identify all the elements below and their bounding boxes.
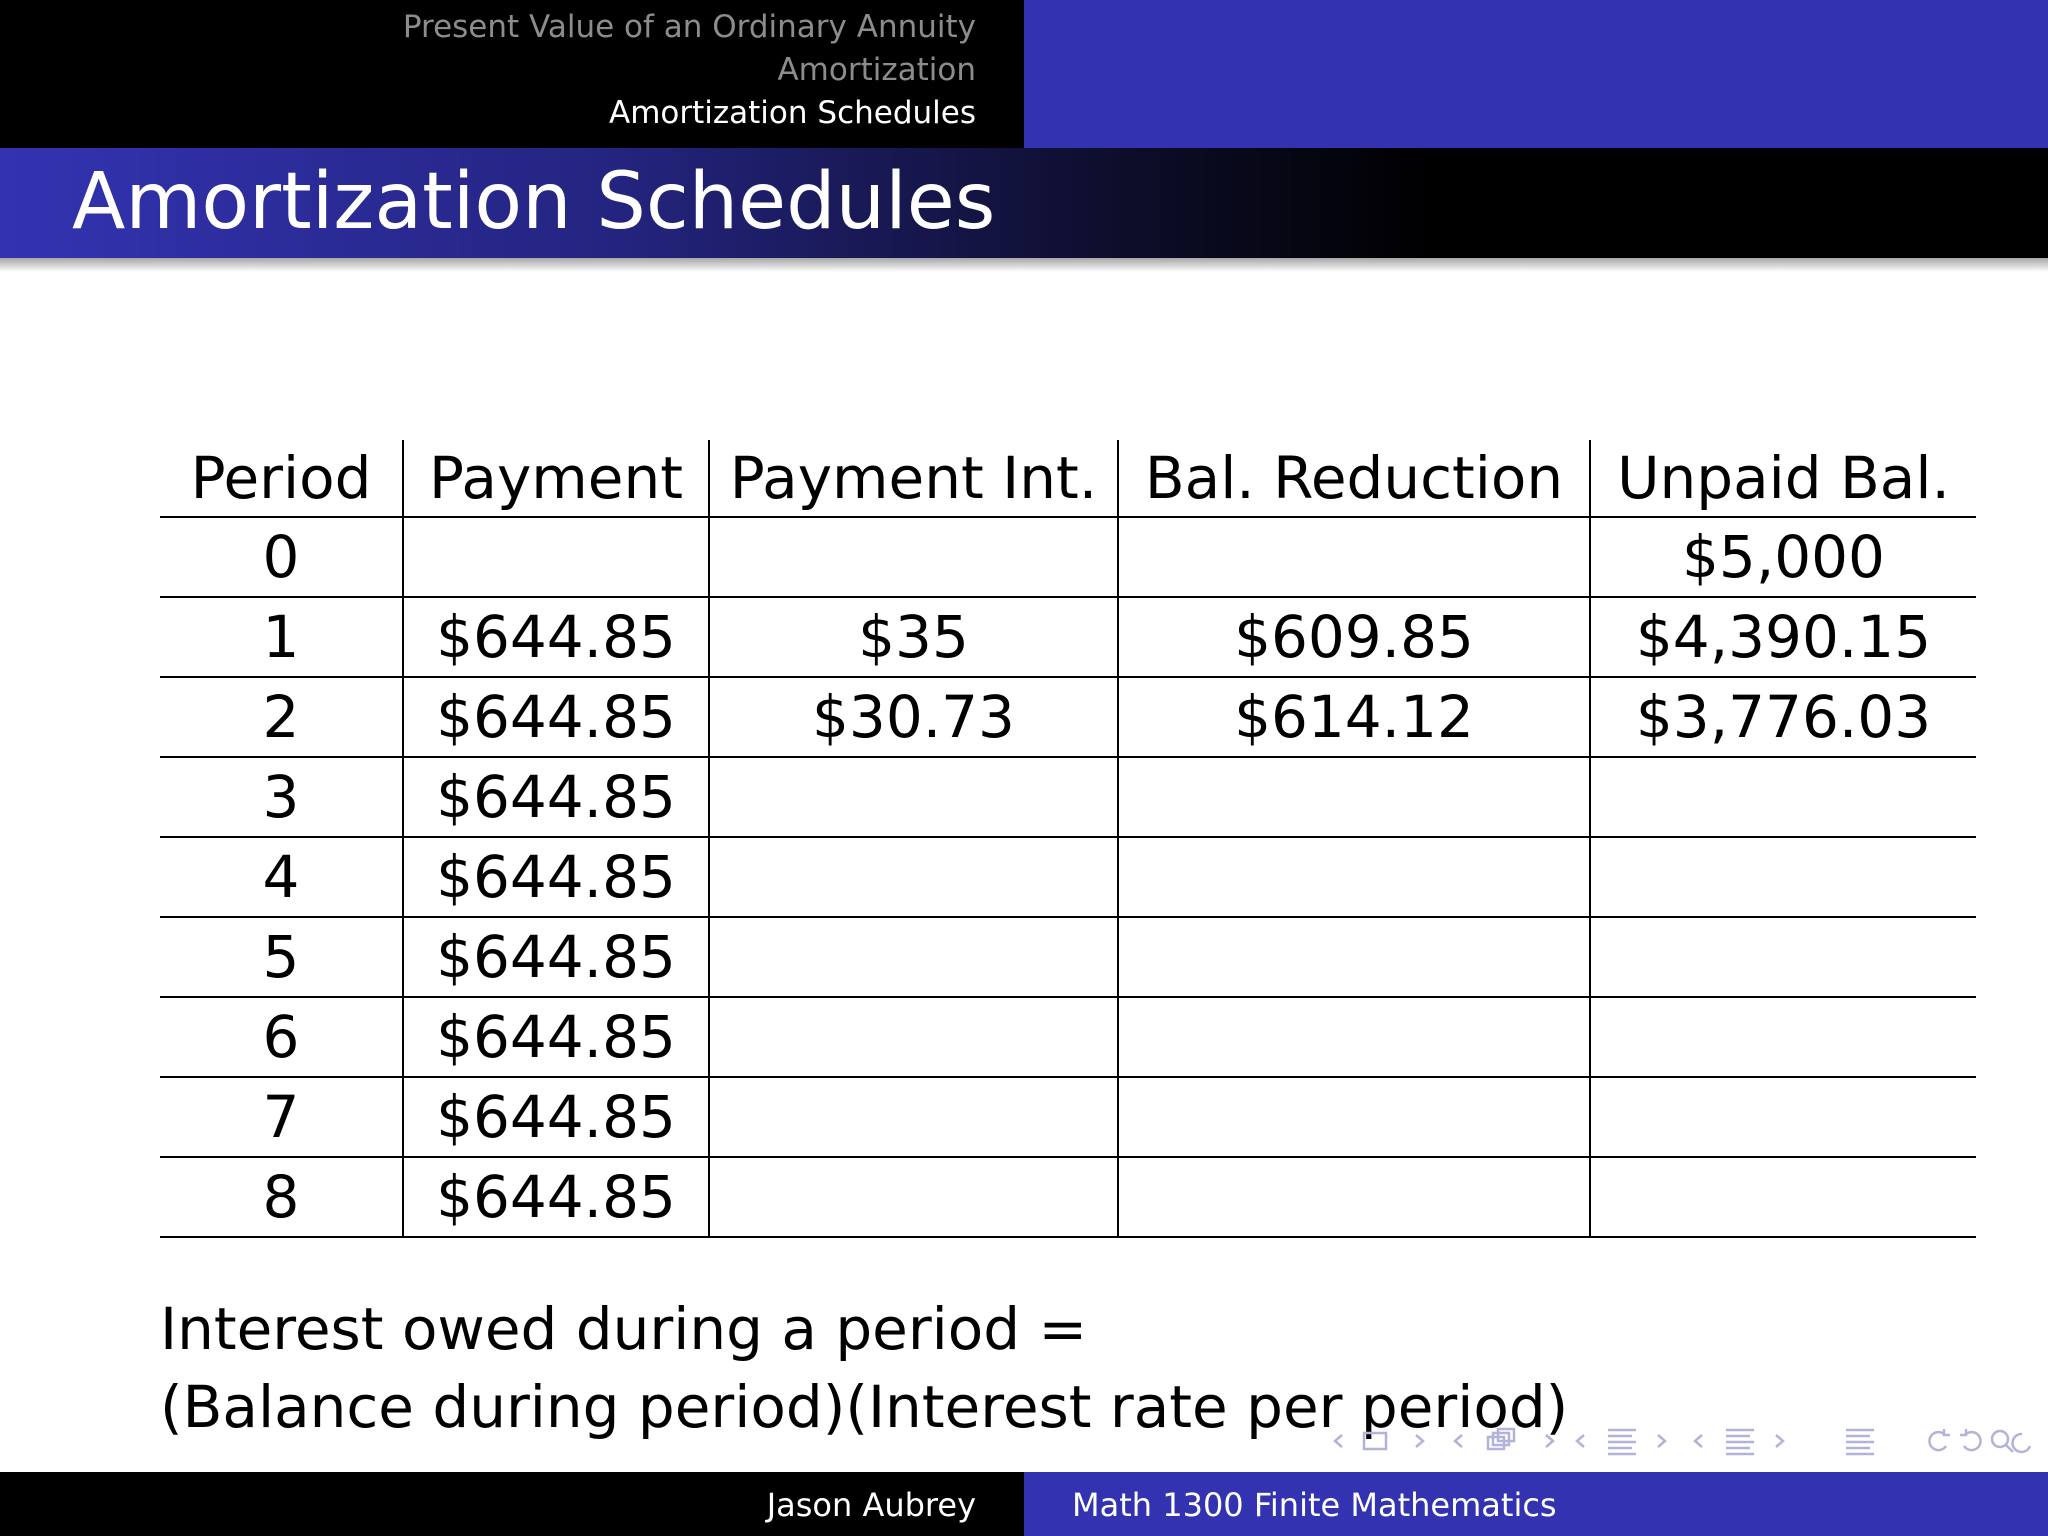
cell-payment: $644.85: [403, 997, 709, 1077]
cell-period: 5: [160, 917, 403, 997]
formula-line-1: Interest owed during a period =: [160, 1295, 1088, 1363]
cell-payment: $644.85: [403, 597, 709, 677]
cell-period: 8: [160, 1157, 403, 1237]
table-row: [160, 1077, 1976, 1157]
table-row: [160, 597, 1976, 677]
cell-payment: [403, 517, 709, 597]
cell-period: 1: [160, 597, 403, 677]
cell-unpaid-balance: [1590, 1157, 1976, 1237]
nav-section-link[interactable]: Present Value of an Ordinary Annuity: [402, 9, 976, 45]
header-right-band: [1024, 0, 2048, 148]
table-header-row: [160, 440, 1976, 517]
cell-balance-reduction: [1118, 1077, 1590, 1157]
cell-period: 7: [160, 1077, 403, 1157]
header-payment-interest: Payment Int.: [709, 440, 1118, 517]
cell-payment: $644.85: [403, 1157, 709, 1237]
cell-payment: $644.85: [403, 757, 709, 837]
cell-payment-interest: $35: [709, 597, 1118, 677]
cell-payment: $644.85: [403, 917, 709, 997]
cell-period: 6: [160, 997, 403, 1077]
cell-unpaid-balance: [1590, 757, 1976, 837]
slide-title: Amortization Schedules: [72, 157, 996, 247]
table-row: [160, 997, 1976, 1077]
nav-subsection-link[interactable]: Amortization: [777, 52, 976, 88]
cell-payment-interest: [709, 517, 1118, 597]
cell-balance-reduction: [1118, 757, 1590, 837]
footer-course-title: Math 1300 Finite Mathematics: [1072, 1486, 1557, 1524]
cell-period: 4: [160, 837, 403, 917]
table-row: [160, 837, 1976, 917]
cell-unpaid-balance: $5,000: [1590, 517, 1976, 597]
interest-formula: [160, 1290, 1568, 1446]
cell-payment-interest: [709, 1157, 1118, 1237]
amortization-table: [160, 440, 1976, 1238]
cell-balance-reduction: $614.12: [1118, 677, 1590, 757]
cell-payment-interest: [709, 837, 1118, 917]
header-unpaid-balance: Unpaid Bal.: [1590, 440, 1976, 517]
cell-unpaid-balance: $4,390.15: [1590, 597, 1976, 677]
cell-payment-interest: [709, 1077, 1118, 1157]
nav-current-subsection-link[interactable]: Amortization Schedules: [609, 95, 976, 131]
title-shadow: [0, 258, 2048, 272]
table-row: [160, 917, 1976, 997]
header-period: Period: [160, 440, 403, 517]
cell-balance-reduction: [1118, 1157, 1590, 1237]
section-nav-icon[interactable]: [1572, 1424, 1672, 1458]
table-row: [160, 757, 1976, 837]
table-row: [160, 1157, 1976, 1237]
doc-nav-icon[interactable]: [1690, 1424, 1790, 1458]
formula-line-2: (Balance during period)(Interest rate per period): [160, 1373, 1569, 1441]
cell-payment-interest: [709, 917, 1118, 997]
cell-unpaid-balance: [1590, 1077, 1976, 1157]
footer-author: Jason Aubrey: [766, 1486, 976, 1524]
cell-unpaid-balance: [1590, 917, 1976, 997]
cell-payment-interest: $30.73: [709, 677, 1118, 757]
header-balance-reduction: Bal. Reduction: [1118, 440, 1590, 517]
header-payment: Payment: [403, 440, 709, 517]
cell-payment-interest: [709, 997, 1118, 1077]
cell-payment-interest: [709, 757, 1118, 837]
cell-unpaid-balance: $3,776.03: [1590, 677, 1976, 757]
table-row: [160, 677, 1976, 757]
cell-balance-reduction: [1118, 837, 1590, 917]
subsection-nav-icon[interactable]: [1450, 1424, 1560, 1458]
cell-unpaid-balance: [1590, 997, 1976, 1077]
cell-period: 0: [160, 517, 403, 597]
section-navigation: [403, 6, 976, 135]
cell-period: 2: [160, 677, 403, 757]
cell-payment: $644.85: [403, 837, 709, 917]
cell-unpaid-balance: [1590, 837, 1976, 917]
frame-nav-icon[interactable]: [1330, 1424, 1430, 1458]
cell-payment: $644.85: [403, 1077, 709, 1157]
cell-period: 3: [160, 757, 403, 837]
slide-nav-icon[interactable]: [1840, 1424, 1880, 1458]
table-row: [160, 517, 1976, 597]
cell-balance-reduction: [1118, 997, 1590, 1077]
search-icon[interactable]: [1922, 1424, 2032, 1458]
cell-payment: $644.85: [403, 677, 709, 757]
cell-balance-reduction: $609.85: [1118, 597, 1590, 677]
cell-balance-reduction: [1118, 517, 1590, 597]
cell-balance-reduction: [1118, 917, 1590, 997]
